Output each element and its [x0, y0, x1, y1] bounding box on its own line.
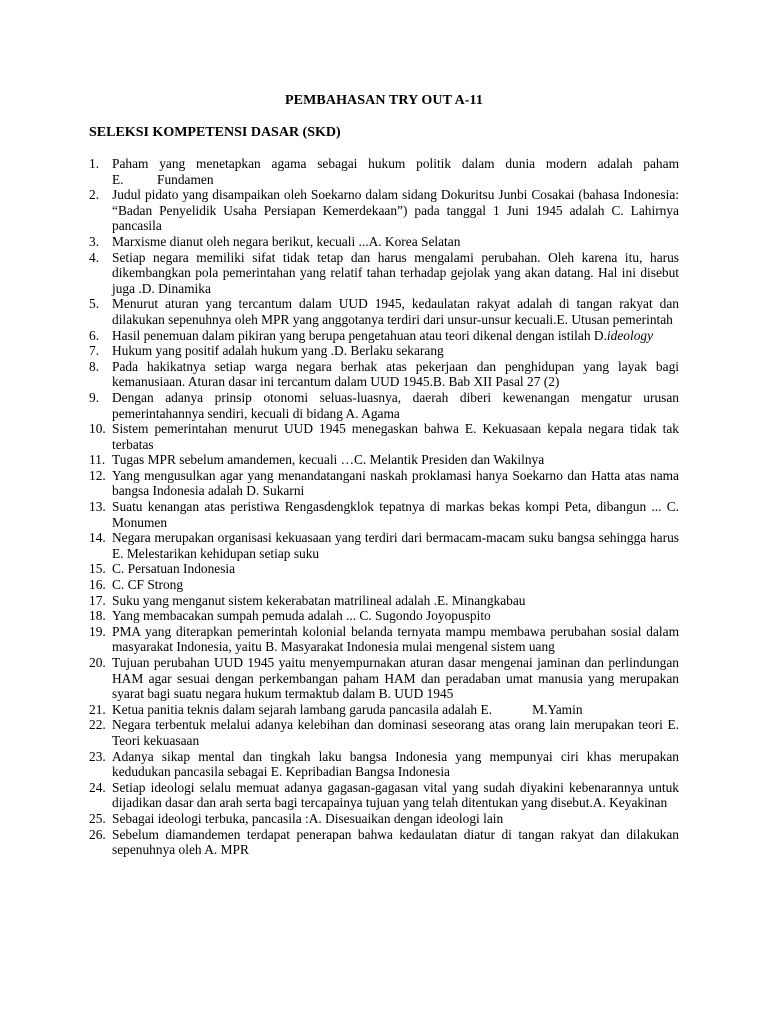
item-text: C. Persatuan Indonesia	[112, 561, 236, 577]
item-text: Hasil penemuan dalam pikiran yang berupa pengetahuan atau teori dikenal dengan istilah D.	[112, 327, 607, 343]
list-item	[89, 296, 679, 327]
item-text: Tujuan perubahan UUD 1945 yaitu menyempurnakan aturan dasar mengenai jaminan dan perlindungan HAM agar sesuai dengan perkembangan paham HAM dan peradaban umat manusia yang merupakan syarat bagi suatu negara hukum termaktub dalam B. UUD 1945	[112, 655, 679, 702]
item-text: PMA yang diterapkan pemerintah kolonial belanda ternyata mampu membawa perubahan sosial dalam masyarakat Indonesia, yaitu B. Masyarakat Indonesia mulai mengenal sistem uang	[112, 623, 679, 655]
item-text: Judul pidato yang disampaikan oleh Soekarno dalam sidang Dokuritsu Junbi Cosakai (bahasa Indonesia: “Badan Penyelidik Usaha Persiapan Kemerdekaan”) pada tanggal 1 Juni 1945 adalah C. Lahirnya pancasila	[112, 187, 679, 234]
item-text: Sebagai ideologi terbuka, pancasila :A. Disesuaikan dengan ideologi lain	[112, 810, 504, 826]
list-item	[89, 359, 679, 390]
item-number: 12.	[89, 467, 106, 483]
list-item	[89, 343, 679, 359]
list-item	[89, 250, 679, 297]
item-number: 5.	[89, 296, 100, 312]
item-number: 25.	[89, 810, 106, 826]
item-text: Hukum yang positif adalah hukum yang .D. Berlaku sekarang	[112, 343, 444, 359]
question-list	[89, 156, 679, 858]
item-text: Suku yang menganut sistem kekerabatan matrilineal adalah .E. Minangkabau	[112, 592, 526, 608]
item-text: Sistem pemerintahan menurut UUD 1945 menegaskan bahwa E. Kekuasaan kepala negara tidak tak terbatas	[112, 421, 679, 452]
item-text: Dengan adanya prinsip otonomi seluas-luasnya, daerah diberi kewenangan mengatur urusan pemerintahannya sendiri, kecuali di bidang A. Agama	[112, 389, 679, 421]
item-text: Setiap ideologi selalu memuat adanya gagasan-gagasan vital yang sudah diyakini kebenarannya untuk dijadikan dasar dan arah serta bagi tercapainya tujuan yang telah ditentukan yang disebut.A. Keyakinan	[112, 779, 679, 811]
item-text: Pada hakikatnya setiap warga negara berhak atas pekerjaan dan penghidupan yang layak bagi kemanusiaan. Aturan dasar ini tercantum dalam UUD 1945.B. Bab XII Pasal 27 (2)	[112, 358, 679, 390]
list-item	[89, 780, 679, 811]
list-item	[89, 187, 679, 234]
item-number: 20.	[89, 655, 106, 670]
item-number: 17.	[89, 592, 106, 608]
list-item	[89, 328, 679, 344]
list-item	[89, 717, 679, 748]
item-number: 3.	[89, 233, 100, 249]
item-number: 19.	[89, 623, 106, 639]
item-text: Ketua panitia teknis dalam sejarah lambang garuda pancasila adalah E. M.Yamin	[112, 701, 583, 717]
item-number: 8.	[89, 358, 100, 374]
list-item	[89, 499, 679, 530]
item-number: 4.	[89, 249, 100, 265]
item-text: Adanya sikap mental dan tingkah laku bangsa Indonesia yang mempunyai ciri khas merupakan kedudukan pancasila sebagai E. Kepribadian Bangsa Indonesia	[112, 748, 679, 780]
list-item	[89, 421, 679, 452]
list-item	[89, 827, 679, 858]
item-text: Menurut aturan yang tercantum dalam UUD 1945, kedaulatan rakyat adalah di tangan rakyat dan dilakukan sepenuhnya oleh MPR yang anggotanya terdiri dari unsur-unsur kecuali.E. Utusan pemerintah	[112, 296, 679, 327]
list-item	[89, 390, 679, 421]
item-text: Yang mengusulkan agar yang menandatangani naskah proklamasi hanya Soekarno dan Hatta atas nama bangsa Indonesia adalah D. Sukarni	[112, 467, 679, 499]
list-item	[89, 577, 679, 593]
item-number: 13.	[89, 499, 106, 515]
item-number: 2.	[89, 187, 100, 203]
item-text: Negara merupakan organisasi kekuasaan yang terdiri dari bermacam-macam suku bangsa sehingga harus E. Melestarikan kehidupan setiap suku	[112, 530, 679, 561]
item-number: 11.	[89, 452, 106, 468]
item-number: 24.	[89, 779, 106, 795]
item-number: 23.	[89, 748, 106, 764]
item-text: C. CF Strong	[112, 577, 184, 593]
section-heading: SELEKSI KOMPETENSI DASAR (SKD)	[89, 125, 341, 140]
item-number: 10.	[89, 421, 106, 437]
item-number: 14.	[89, 530, 106, 546]
item-answer-italic: ideology	[606, 327, 654, 343]
item-number: 22.	[89, 717, 106, 733]
list-item	[89, 702, 679, 718]
list-item	[89, 624, 679, 655]
list-item	[89, 468, 679, 499]
item-text: Suatu kenangan atas peristiwa Rengasdengklok tepatnya di markas bekas kompi Peta, dibangun ... C. Monumen	[112, 499, 679, 530]
item-number: 26.	[89, 826, 106, 842]
item-text: Sebelum diamandemen terdapat penerapan bahwa kedaulatan diatur di tangan rakyat dan dilakukan sepenuhnya oleh A. MPR	[112, 826, 679, 858]
list-item	[89, 608, 679, 624]
item-text: Yang membacakan sumpah pemuda adalah ... C. Sugondo Joyopuspito	[112, 608, 491, 624]
list-item	[89, 530, 679, 561]
list-item	[89, 655, 679, 702]
list-item	[89, 749, 679, 780]
list-item	[89, 561, 679, 577]
list-item	[89, 156, 679, 187]
item-number: 6.	[89, 327, 100, 343]
item-text: Negara terbentuk melalui adanya kelebihan dan dominasi seseorang atas orang lain merupakan teori E. Teori kekuasaan	[112, 717, 679, 748]
item-number: 15.	[89, 561, 106, 577]
item-number: 16.	[89, 577, 106, 593]
item-number: 18.	[89, 608, 106, 624]
item-text: Marxisme dianut oleh negara berikut, kecuali ...A. Korea Selatan	[112, 233, 461, 249]
item-number: 7.	[89, 343, 100, 359]
list-item	[89, 593, 679, 609]
item-number: 1.	[89, 156, 100, 171]
list-item	[89, 452, 679, 468]
item-text: Paham yang menetapkan agama sebagai hukum politik dalam dunia modern adalah paham E. Fundamen	[112, 156, 679, 187]
item-text: Setiap negara memiliki sifat tidak tetap dan harus mengalami perubahan. Oleh karena itu, harus dikembangkan pola pemerintahan yang relatif tahan terhadap gejolak yang akan datang. Hal ini disebut juga .D. Dinamika	[112, 249, 679, 296]
list-item	[89, 811, 679, 827]
item-number: 9.	[89, 389, 100, 405]
list-item	[89, 234, 679, 250]
document-title: PEMBAHASAN TRY OUT A-11	[285, 93, 483, 108]
item-number: 21.	[89, 701, 106, 717]
item-text: Tugas MPR sebelum amandemen, kecuali …C. Melantik Presiden dan Wakilnya	[112, 452, 545, 468]
